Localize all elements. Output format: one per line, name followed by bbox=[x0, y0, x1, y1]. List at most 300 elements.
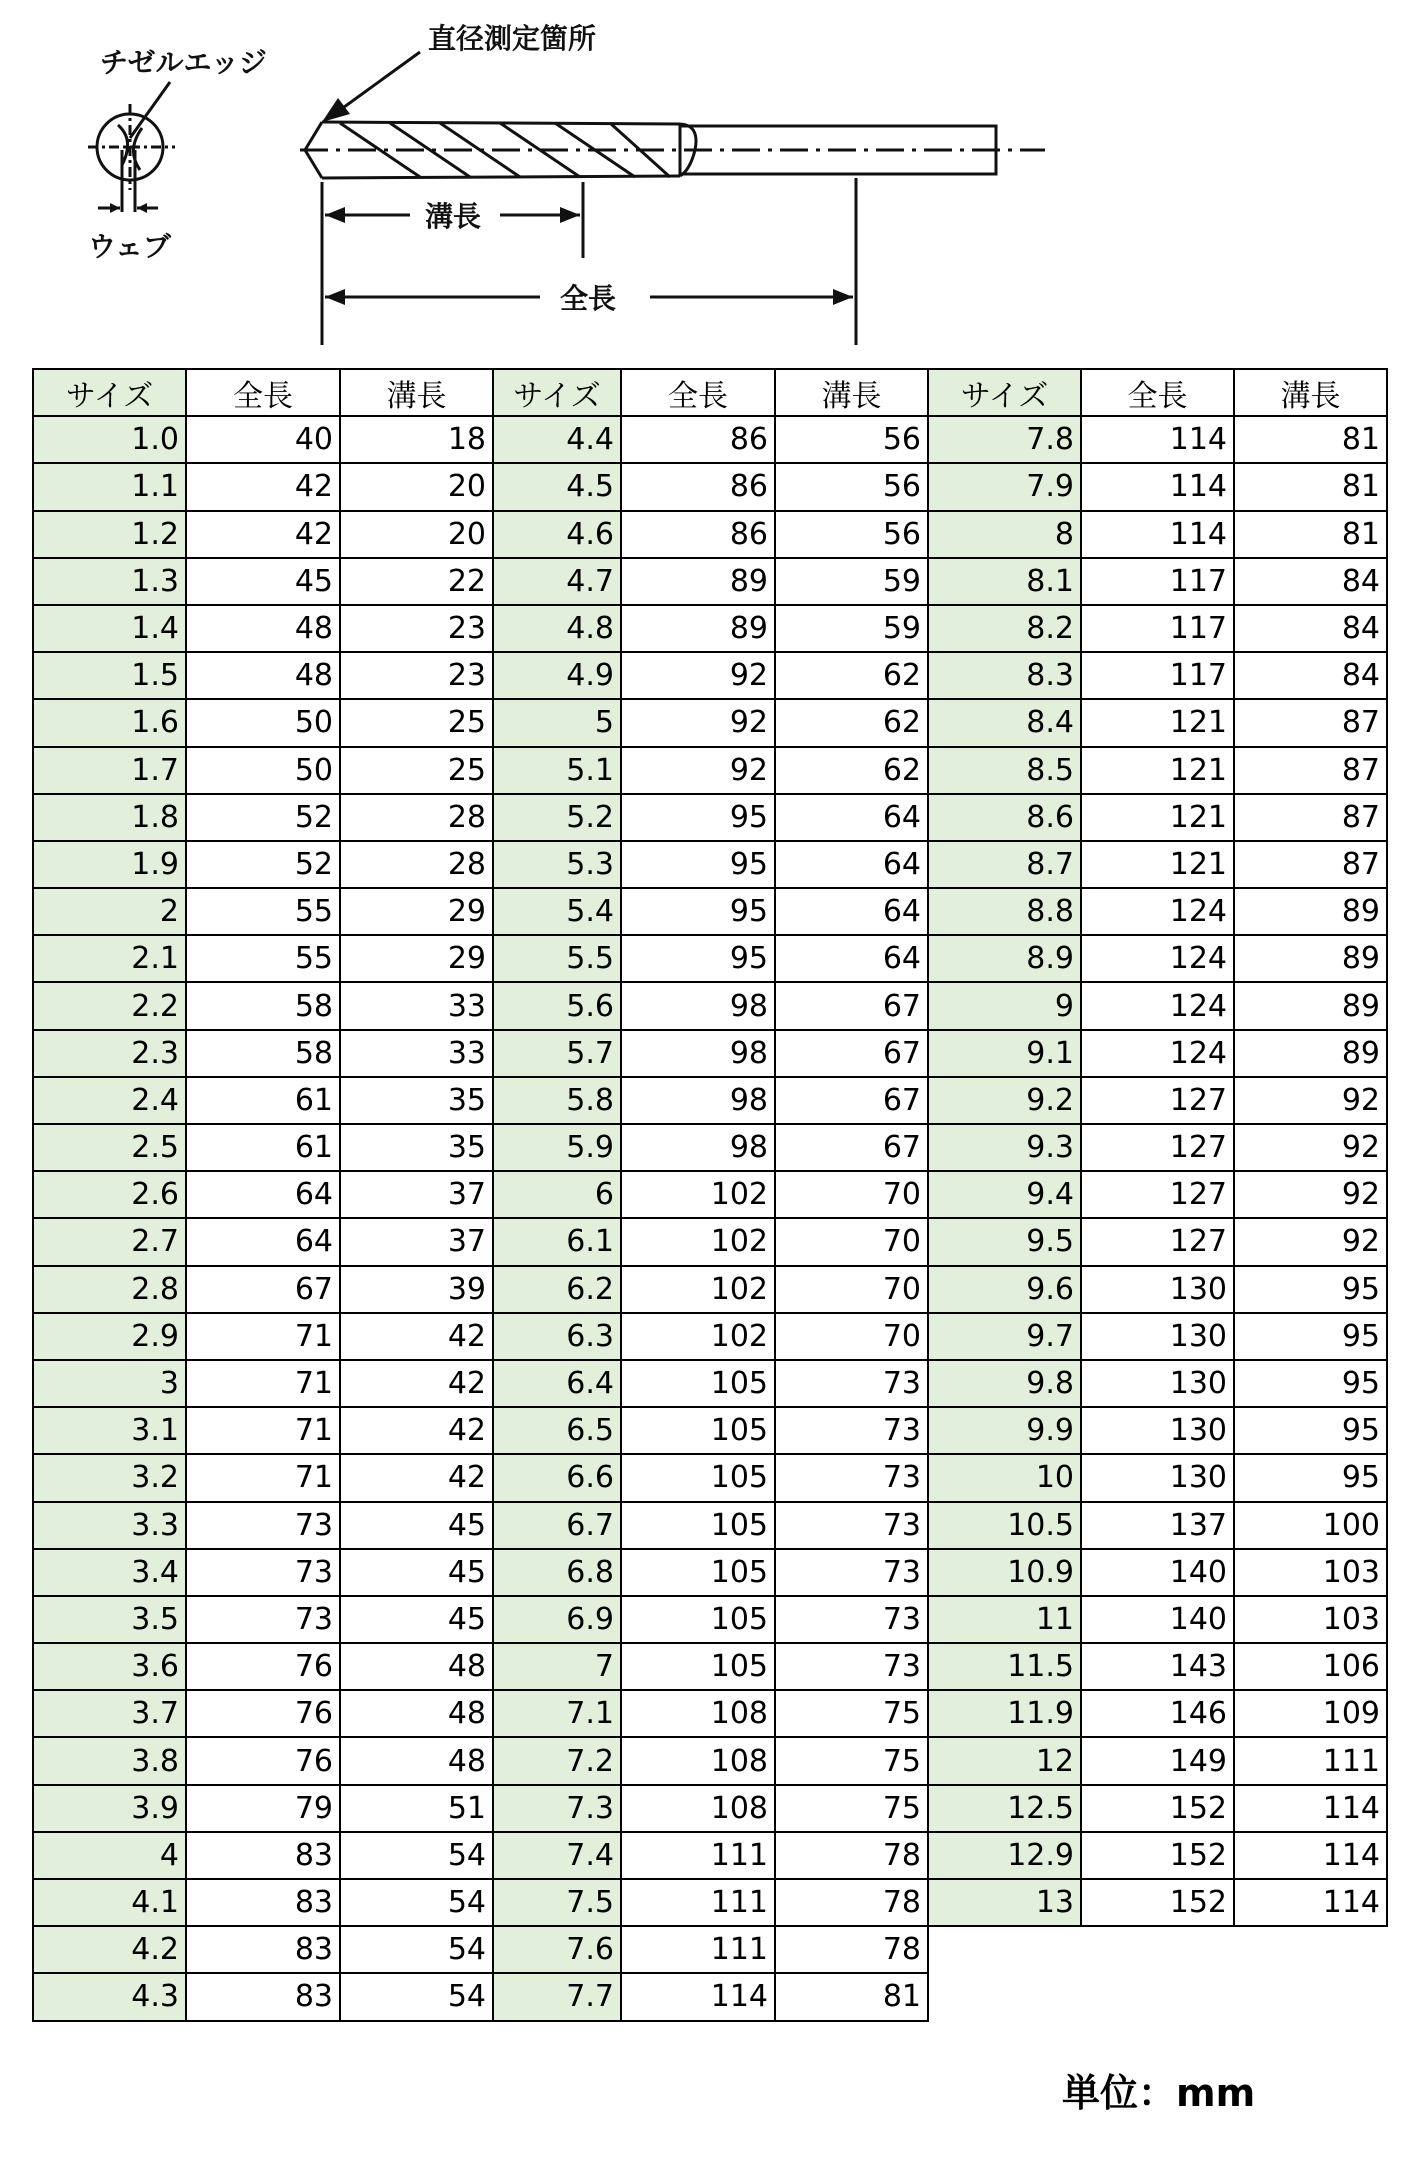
table-row bbox=[33, 1926, 1387, 1973]
column-header: 全長 bbox=[1081, 369, 1234, 416]
size-cell: 2.2 bbox=[33, 982, 186, 1029]
flute-length-cell: 81 bbox=[1234, 416, 1387, 463]
size-cell: 10.9 bbox=[928, 1549, 1081, 1596]
drill-body bbox=[300, 122, 1045, 178]
flute-length-cell: 73 bbox=[775, 1596, 928, 1643]
overall-length-cell: 130 bbox=[1081, 1360, 1234, 1407]
overall-length-cell: 83 bbox=[186, 1879, 340, 1926]
size-cell: 8.4 bbox=[928, 699, 1081, 746]
flute-length-cell: 92 bbox=[1234, 1171, 1387, 1218]
size-cell: 3.3 bbox=[33, 1502, 186, 1549]
size-cell: 9.5 bbox=[928, 1218, 1081, 1265]
overall-length-cell: 98 bbox=[621, 1077, 775, 1124]
flute-length-cell: 100 bbox=[1234, 1502, 1387, 1549]
overall-length-cell: 114 bbox=[1081, 463, 1234, 510]
table-row bbox=[33, 1030, 1387, 1077]
size-cell: 7.8 bbox=[928, 416, 1081, 463]
flute-length-cell: 64 bbox=[775, 935, 928, 982]
table-row bbox=[33, 1266, 1387, 1313]
overall-length-cell: 73 bbox=[186, 1549, 340, 1596]
flute-length-cell: 103 bbox=[1234, 1549, 1387, 1596]
size-cell: 2.1 bbox=[33, 935, 186, 982]
flute-length-cell: 56 bbox=[775, 511, 928, 558]
flute-length-cell: 95 bbox=[1234, 1407, 1387, 1454]
overall-length-cell: 102 bbox=[621, 1171, 775, 1218]
size-cell: 8.2 bbox=[928, 605, 1081, 652]
overall-length-cell: 76 bbox=[186, 1690, 340, 1737]
flute-length-cell: 95 bbox=[1234, 1266, 1387, 1313]
size-cell: 2.4 bbox=[33, 1077, 186, 1124]
overall-length-cell: 121 bbox=[1081, 841, 1234, 888]
flute-length-cell: 87 bbox=[1234, 699, 1387, 746]
drill-size-table bbox=[32, 368, 1388, 2022]
size-cell: 3.5 bbox=[33, 1596, 186, 1643]
flute-length-cell: 23 bbox=[340, 605, 493, 652]
overall-length-cell: 111 bbox=[621, 1879, 775, 1926]
header-row bbox=[33, 369, 1387, 416]
table-row bbox=[33, 888, 1387, 935]
size-cell: 5.7 bbox=[493, 1030, 621, 1077]
overall-length-cell: 137 bbox=[1081, 1502, 1234, 1549]
flute-length-cell: 56 bbox=[775, 463, 928, 510]
table-row bbox=[33, 1502, 1387, 1549]
table-row bbox=[33, 1643, 1387, 1690]
flute-length-cell: 29 bbox=[340, 888, 493, 935]
overall-length-cell: 146 bbox=[1081, 1690, 1234, 1737]
table-row bbox=[33, 1407, 1387, 1454]
table-row bbox=[33, 935, 1387, 982]
overall-arrow-left bbox=[325, 289, 345, 305]
flute-length-cell: 73 bbox=[775, 1643, 928, 1690]
size-cell: 3.7 bbox=[33, 1690, 186, 1737]
table-row bbox=[33, 1454, 1387, 1501]
overall-length-cell: 76 bbox=[186, 1737, 340, 1784]
empty-cell bbox=[928, 1973, 1081, 2020]
flute-length-cell: 106 bbox=[1234, 1643, 1387, 1690]
diameter-point-arrow bbox=[322, 98, 350, 122]
size-cell: 8.7 bbox=[928, 841, 1081, 888]
flute-length-cell: 33 bbox=[340, 1030, 493, 1077]
flute-length-cell: 84 bbox=[1234, 558, 1387, 605]
diameter-point-leader bbox=[340, 52, 420, 110]
size-cell: 4.5 bbox=[493, 463, 621, 510]
flute-length-cell: 81 bbox=[1234, 511, 1387, 558]
flute-length-cell: 42 bbox=[340, 1454, 493, 1501]
overall-length-cell: 64 bbox=[186, 1171, 340, 1218]
table-row bbox=[33, 1596, 1387, 1643]
overall-length-cell: 108 bbox=[621, 1785, 775, 1832]
flute-length-cell: 54 bbox=[340, 1879, 493, 1926]
flute-length-cell: 45 bbox=[340, 1549, 493, 1596]
overall-length-cell: 124 bbox=[1081, 888, 1234, 935]
size-cell: 6.5 bbox=[493, 1407, 621, 1454]
flute-length-cell: 62 bbox=[775, 747, 928, 794]
overall-length-cell: 98 bbox=[621, 1030, 775, 1077]
overall-length-cell: 95 bbox=[621, 794, 775, 841]
flute-length-cell: 59 bbox=[775, 605, 928, 652]
table-row bbox=[33, 463, 1387, 510]
overall-length-cell: 124 bbox=[1081, 982, 1234, 1029]
size-cell: 6.9 bbox=[493, 1596, 621, 1643]
flute-length-cell: 89 bbox=[1234, 982, 1387, 1029]
flute-length-cell: 109 bbox=[1234, 1690, 1387, 1737]
size-cell: 4 bbox=[33, 1832, 186, 1879]
size-cell: 8.9 bbox=[928, 935, 1081, 982]
size-cell: 1.5 bbox=[33, 652, 186, 699]
overall-length-cell: 130 bbox=[1081, 1313, 1234, 1360]
flute-length-cell: 28 bbox=[340, 794, 493, 841]
overall-length-cell: 98 bbox=[621, 982, 775, 1029]
table-row bbox=[33, 841, 1387, 888]
size-cell: 1.9 bbox=[33, 841, 186, 888]
flute-length-cell: 35 bbox=[340, 1124, 493, 1171]
flute-length-cell: 81 bbox=[1234, 463, 1387, 510]
flute-length-cell: 20 bbox=[340, 463, 493, 510]
flute-length-cell: 56 bbox=[775, 416, 928, 463]
size-cell: 3 bbox=[33, 1360, 186, 1407]
overall-arrow-right bbox=[833, 289, 853, 305]
size-cell: 8.8 bbox=[928, 888, 1081, 935]
table-row bbox=[33, 1360, 1387, 1407]
size-cell: 6.2 bbox=[493, 1266, 621, 1313]
size-cell: 7.9 bbox=[928, 463, 1081, 510]
flute-length-cell: 73 bbox=[775, 1549, 928, 1596]
table-row bbox=[33, 982, 1387, 1029]
empty-cell bbox=[928, 1926, 1081, 1973]
column-header: 全長 bbox=[621, 369, 775, 416]
size-cell: 2.9 bbox=[33, 1313, 186, 1360]
flute-arrow-right bbox=[560, 207, 580, 223]
size-cell: 9.4 bbox=[928, 1171, 1081, 1218]
size-cell: 7.7 bbox=[493, 1973, 621, 2020]
overall-length-cell: 127 bbox=[1081, 1077, 1234, 1124]
flute-length-cell: 67 bbox=[775, 982, 928, 1029]
overall-length-cell: 114 bbox=[1081, 416, 1234, 463]
size-cell: 5.1 bbox=[493, 747, 621, 794]
chisel-edge-label: チゼルエッジ bbox=[100, 46, 267, 79]
overall-length-cell: 76 bbox=[186, 1643, 340, 1690]
size-cell: 7.6 bbox=[493, 1926, 621, 1973]
drill-end-view bbox=[88, 104, 175, 212]
size-cell: 8.5 bbox=[928, 747, 1081, 794]
table-row bbox=[33, 1171, 1387, 1218]
overall-length-cell: 130 bbox=[1081, 1407, 1234, 1454]
overall-length-cell: 140 bbox=[1081, 1549, 1234, 1596]
flute-length-cell: 78 bbox=[775, 1879, 928, 1926]
size-cell: 4.7 bbox=[493, 558, 621, 605]
flute-length-cell: 67 bbox=[775, 1124, 928, 1171]
size-cell: 1.0 bbox=[33, 416, 186, 463]
overall-length-cell: 117 bbox=[1081, 558, 1234, 605]
overall-length-cell: 58 bbox=[186, 1030, 340, 1077]
overall-length-cell: 95 bbox=[621, 841, 775, 888]
empty-cell bbox=[1081, 1926, 1234, 1973]
size-cell: 1.1 bbox=[33, 463, 186, 510]
overall-length-cell: 86 bbox=[621, 463, 775, 510]
flute-length-cell: 42 bbox=[340, 1407, 493, 1454]
overall-length-cell: 105 bbox=[621, 1360, 775, 1407]
size-cell: 6.6 bbox=[493, 1454, 621, 1501]
overall-length-cell: 149 bbox=[1081, 1737, 1234, 1784]
flute-length-cell: 48 bbox=[340, 1690, 493, 1737]
flute-length-cell: 92 bbox=[1234, 1218, 1387, 1265]
overall-length-cell: 127 bbox=[1081, 1171, 1234, 1218]
overall-length-cell: 130 bbox=[1081, 1454, 1234, 1501]
table-row bbox=[33, 1690, 1387, 1737]
overall-length-cell: 102 bbox=[621, 1266, 775, 1313]
flute-length-cell: 51 bbox=[340, 1785, 493, 1832]
column-header: サイズ bbox=[928, 369, 1081, 416]
size-cell: 1.4 bbox=[33, 605, 186, 652]
size-cell: 9.6 bbox=[928, 1266, 1081, 1313]
flute-length-label: 溝長 bbox=[425, 200, 482, 233]
overall-length-cell: 89 bbox=[621, 558, 775, 605]
overall-length-cell: 45 bbox=[186, 558, 340, 605]
overall-length-cell: 152 bbox=[1081, 1879, 1234, 1926]
web-arrow-right bbox=[137, 203, 147, 213]
overall-length-cell: 86 bbox=[621, 416, 775, 463]
overall-length-cell: 50 bbox=[186, 699, 340, 746]
flute-length-cell: 111 bbox=[1234, 1737, 1387, 1784]
column-header: サイズ bbox=[33, 369, 186, 416]
overall-length-cell: 95 bbox=[621, 935, 775, 982]
size-cell: 7.3 bbox=[493, 1785, 621, 1832]
flute-length-cell: 42 bbox=[340, 1313, 493, 1360]
column-header: 溝長 bbox=[775, 369, 928, 416]
size-cell: 13 bbox=[928, 1879, 1081, 1926]
flute-length-cell: 84 bbox=[1234, 605, 1387, 652]
overall-length-cell: 124 bbox=[1081, 1030, 1234, 1077]
flute-length-cell: 78 bbox=[775, 1832, 928, 1879]
size-cell: 6.4 bbox=[493, 1360, 621, 1407]
size-cell: 9.2 bbox=[928, 1077, 1081, 1124]
overall-length-cell: 48 bbox=[186, 652, 340, 699]
table-row bbox=[33, 1973, 1387, 2020]
size-cell: 7.1 bbox=[493, 1690, 621, 1737]
overall-length-cell: 83 bbox=[186, 1832, 340, 1879]
flute-length-cell: 70 bbox=[775, 1171, 928, 1218]
size-cell: 3.1 bbox=[33, 1407, 186, 1454]
column-header: 全長 bbox=[186, 369, 340, 416]
flute-length-cell: 37 bbox=[340, 1171, 493, 1218]
flute-length-cell: 89 bbox=[1234, 1030, 1387, 1077]
size-cell: 8.6 bbox=[928, 794, 1081, 841]
size-cell: 2.3 bbox=[33, 1030, 186, 1077]
diameter-point-label: 直径測定箇所 bbox=[428, 22, 597, 55]
table-row bbox=[33, 558, 1387, 605]
flute-length-cell: 92 bbox=[1234, 1077, 1387, 1124]
overall-length-cell: 71 bbox=[186, 1360, 340, 1407]
table-row bbox=[33, 1785, 1387, 1832]
flute-length-cell: 42 bbox=[340, 1360, 493, 1407]
flute-length-cell: 95 bbox=[1234, 1313, 1387, 1360]
size-cell: 6.3 bbox=[493, 1313, 621, 1360]
overall-length-cell: 50 bbox=[186, 747, 340, 794]
size-cell: 3.6 bbox=[33, 1643, 186, 1690]
flute-length-cell: 54 bbox=[340, 1832, 493, 1879]
size-cell: 5.6 bbox=[493, 982, 621, 1029]
flute-length-cell: 114 bbox=[1234, 1832, 1387, 1879]
overall-length-cell: 92 bbox=[621, 652, 775, 699]
flute-length-cell: 114 bbox=[1234, 1879, 1387, 1926]
flute-length-cell: 28 bbox=[340, 841, 493, 888]
overall-length-cell: 71 bbox=[186, 1313, 340, 1360]
size-cell: 2 bbox=[33, 888, 186, 935]
empty-cell bbox=[1234, 1926, 1387, 1973]
overall-length-cell: 114 bbox=[621, 1973, 775, 2020]
flute-length-cell: 48 bbox=[340, 1643, 493, 1690]
overall-length-cell: 42 bbox=[186, 511, 340, 558]
table-row bbox=[33, 1124, 1387, 1171]
size-cell: 9.1 bbox=[928, 1030, 1081, 1077]
flute-length-cell: 45 bbox=[340, 1502, 493, 1549]
size-cell: 2.8 bbox=[33, 1266, 186, 1313]
overall-length-cell: 105 bbox=[621, 1502, 775, 1549]
size-cell: 11.5 bbox=[928, 1643, 1081, 1690]
size-cell: 5 bbox=[493, 699, 621, 746]
overall-length-cell: 73 bbox=[186, 1502, 340, 1549]
size-cell: 9.3 bbox=[928, 1124, 1081, 1171]
flute-length-cell: 25 bbox=[340, 699, 493, 746]
size-cell: 3.9 bbox=[33, 1785, 186, 1832]
overall-length-cell: 61 bbox=[186, 1077, 340, 1124]
overall-length-cell: 71 bbox=[186, 1407, 340, 1454]
flute-length-cell: 67 bbox=[775, 1030, 928, 1077]
size-cell: 4.1 bbox=[33, 1879, 186, 1926]
flute-length-cell: 95 bbox=[1234, 1454, 1387, 1501]
overall-length-cell: 52 bbox=[186, 794, 340, 841]
flute-length-cell: 59 bbox=[775, 558, 928, 605]
size-cell: 8.1 bbox=[928, 558, 1081, 605]
flute-length-cell: 75 bbox=[775, 1737, 928, 1784]
overall-length-cell: 152 bbox=[1081, 1785, 1234, 1832]
size-cell: 2.7 bbox=[33, 1218, 186, 1265]
overall-length-cell: 111 bbox=[621, 1926, 775, 1973]
unit-label: 単位：mm bbox=[1062, 2071, 1256, 2115]
overall-length-cell: 71 bbox=[186, 1454, 340, 1501]
overall-length-cell: 127 bbox=[1081, 1218, 1234, 1265]
size-cell: 8 bbox=[928, 511, 1081, 558]
table-row bbox=[33, 1077, 1387, 1124]
overall-length-cell: 111 bbox=[621, 1832, 775, 1879]
overall-length-cell: 67 bbox=[186, 1266, 340, 1313]
flute-length-cell: 39 bbox=[340, 1266, 493, 1313]
flute-length-cell: 89 bbox=[1234, 888, 1387, 935]
table-row bbox=[33, 1832, 1387, 1879]
overall-length-cell: 140 bbox=[1081, 1596, 1234, 1643]
flute-length-cell: 45 bbox=[340, 1596, 493, 1643]
size-cell: 4.2 bbox=[33, 1926, 186, 1973]
flute-length-cell: 81 bbox=[775, 1973, 928, 2020]
size-cell: 5.8 bbox=[493, 1077, 621, 1124]
overall-length-cell: 152 bbox=[1081, 1832, 1234, 1879]
dimension-lines bbox=[322, 178, 856, 345]
flute-length-cell: 87 bbox=[1234, 747, 1387, 794]
overall-length-cell: 143 bbox=[1081, 1643, 1234, 1690]
flute-length-cell: 25 bbox=[340, 747, 493, 794]
drill-diagram bbox=[0, 0, 1410, 365]
size-cell: 7.2 bbox=[493, 1737, 621, 1784]
column-header: 溝長 bbox=[340, 369, 493, 416]
table-row bbox=[33, 699, 1387, 746]
flute-length-cell: 87 bbox=[1234, 841, 1387, 888]
flute-length-cell: 75 bbox=[775, 1690, 928, 1737]
flute-length-cell: 54 bbox=[340, 1926, 493, 1973]
table-row bbox=[33, 1218, 1387, 1265]
table-row bbox=[33, 747, 1387, 794]
overall-length-cell: 121 bbox=[1081, 747, 1234, 794]
table-row bbox=[33, 1737, 1387, 1784]
chisel-edge-leader bbox=[130, 82, 170, 138]
table-row bbox=[33, 794, 1387, 841]
size-cell: 1.3 bbox=[33, 558, 186, 605]
flute-arrow-left bbox=[325, 207, 345, 223]
overall-length-cell: 79 bbox=[186, 1785, 340, 1832]
flute-length-cell: 114 bbox=[1234, 1785, 1387, 1832]
size-cell: 4.4 bbox=[493, 416, 621, 463]
flute-length-cell: 95 bbox=[1234, 1360, 1387, 1407]
flute-length-cell: 92 bbox=[1234, 1124, 1387, 1171]
web-arrow-left bbox=[110, 203, 120, 213]
flute-length-cell: 87 bbox=[1234, 794, 1387, 841]
table-row bbox=[33, 1879, 1387, 1926]
overall-length-cell: 86 bbox=[621, 511, 775, 558]
overall-length-cell: 121 bbox=[1081, 794, 1234, 841]
flute-length-cell: 18 bbox=[340, 416, 493, 463]
size-cell: 12.9 bbox=[928, 1832, 1081, 1879]
size-cell: 6.7 bbox=[493, 1502, 621, 1549]
size-cell: 7.5 bbox=[493, 1879, 621, 1926]
overall-length-cell: 42 bbox=[186, 463, 340, 510]
size-cell: 5.5 bbox=[493, 935, 621, 982]
flute-length-cell: 78 bbox=[775, 1926, 928, 1973]
size-cell: 6 bbox=[493, 1171, 621, 1218]
size-cell: 4.8 bbox=[493, 605, 621, 652]
size-cell: 3.4 bbox=[33, 1549, 186, 1596]
flute-length-cell: 75 bbox=[775, 1785, 928, 1832]
size-cell: 9 bbox=[928, 982, 1081, 1029]
size-cell: 12 bbox=[928, 1737, 1081, 1784]
size-cell: 7 bbox=[493, 1643, 621, 1690]
size-cell: 3.2 bbox=[33, 1454, 186, 1501]
web-label: ウェブ bbox=[88, 230, 171, 263]
size-cell: 11.9 bbox=[928, 1690, 1081, 1737]
flute-length-cell: 73 bbox=[775, 1360, 928, 1407]
overall-length-cell: 40 bbox=[186, 416, 340, 463]
size-cell: 1.8 bbox=[33, 794, 186, 841]
overall-length-cell: 58 bbox=[186, 982, 340, 1029]
size-cell: 10 bbox=[928, 1454, 1081, 1501]
empty-cell bbox=[1081, 1973, 1234, 2020]
overall-length-cell: 117 bbox=[1081, 652, 1234, 699]
flute-length-cell: 84 bbox=[1234, 652, 1387, 699]
overall-length-cell: 55 bbox=[186, 935, 340, 982]
size-cell: 8.3 bbox=[928, 652, 1081, 699]
flute-length-cell: 89 bbox=[1234, 935, 1387, 982]
size-cell: 9.7 bbox=[928, 1313, 1081, 1360]
overall-length-cell: 48 bbox=[186, 605, 340, 652]
flute-length-cell: 23 bbox=[340, 652, 493, 699]
table-row bbox=[33, 605, 1387, 652]
overall-length-cell: 121 bbox=[1081, 699, 1234, 746]
flute-length-cell: 70 bbox=[775, 1313, 928, 1360]
size-cell: 11 bbox=[928, 1596, 1081, 1643]
size-cell: 12.5 bbox=[928, 1785, 1081, 1832]
size-cell: 5.9 bbox=[493, 1124, 621, 1171]
overall-length-cell: 52 bbox=[186, 841, 340, 888]
flute-length-cell: 67 bbox=[775, 1077, 928, 1124]
size-cell: 6.1 bbox=[493, 1218, 621, 1265]
